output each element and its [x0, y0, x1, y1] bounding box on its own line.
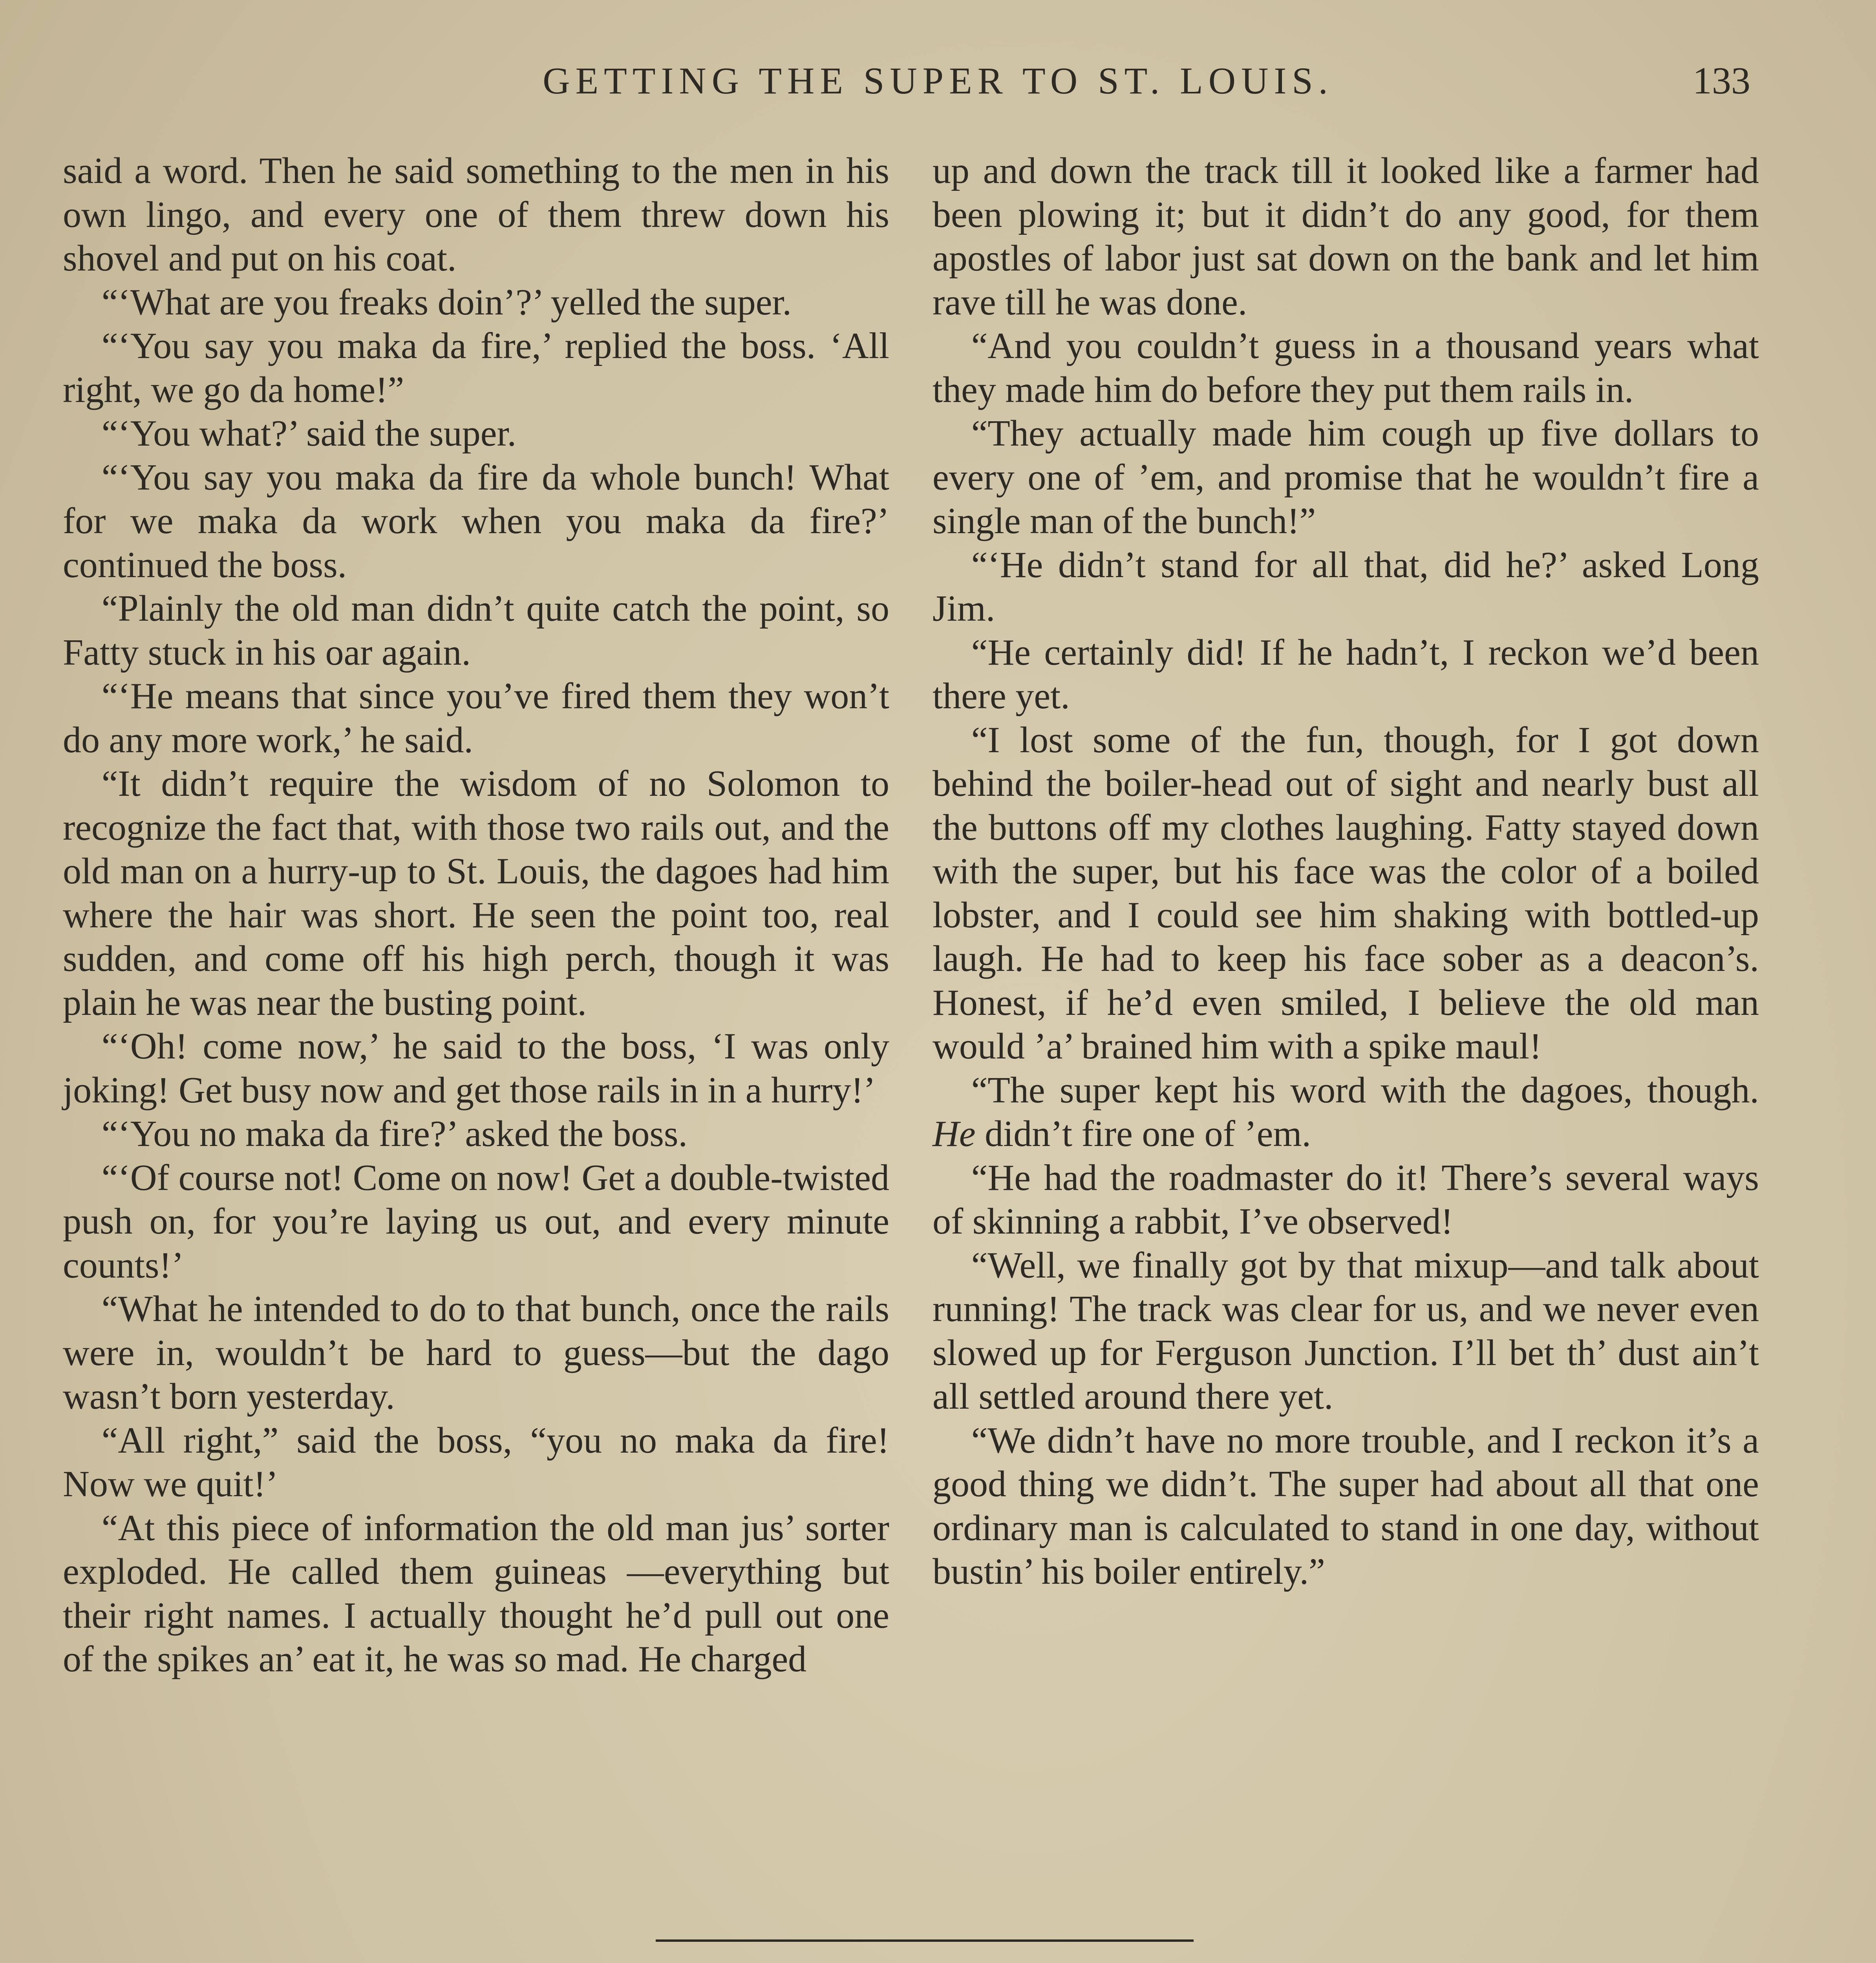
paragraph: “‘Oh! come now,’ he said to the boss, ‘I was only joking! Get busy now and get those rails in in a hurry!’: [63, 1026, 889, 1111]
emphasis-he: He: [933, 1113, 976, 1154]
paragraph: “What he intended to do to that bunch, once the rails were in, wouldn’t be hard to guess—but the dago wasn’t born yesterday.: [63, 1289, 889, 1417]
paragraph: “‘Of course not! Come on now! Get a double-twisted push on, for you’re laying us out, and every minute counts!’: [63, 1157, 889, 1286]
running-head: [0, 51, 1876, 106]
paragraph: “They actually made him cough up five dollars to every one of ’em, and promise that he wouldn’t fire a single man of the bunch!”: [933, 413, 1759, 541]
paragraph: “He certainly did! If he hadn’t, I reckon we’d been there yet.: [933, 632, 1759, 716]
running-title: GETTING THE SUPER TO ST. LOUIS.: [543, 60, 1333, 102]
paragraph: said a word. Then he said something to the men in his own lingo, and every one of them threw down his shovel and put on his coat.: [63, 150, 889, 279]
paragraph: “‘You no maka da fire?’ asked the boss.: [101, 1113, 688, 1154]
paragraph: “‘You say you maka da fire,’ replied the boss. ‘All right, we go da home!”: [63, 325, 889, 410]
paragraph: “He had the roadmaster do it! There’s several ways of skinning a rabbit, I’ve observed!: [933, 1157, 1759, 1242]
paragraph: “‘What are you freaks doin’?’ yelled the super.: [101, 281, 792, 323]
story-column-right: [933, 149, 1759, 1594]
paragraph: “‘You say you maka da fire da whole bunch! What for we maka da work when you maka da fire?’ continued the boss.: [63, 457, 889, 585]
paragraph: [933, 1069, 1759, 1156]
paragraph: “It didn’t require the wisdom of no Solomon to recognize the fact that, with those two rails out, and the old man on a hurry-up to St. Louis, the dagoes had him where the hair was short. He seen the point too, real sudden, and come off his high perch, though it was plain he was near the busting point.: [63, 763, 889, 1023]
paragraph: “We didn’t have no more trouble, and I reckon it’s a good thing we didn’t. The super had about all that one ordinary man is calculated to stand in one day, without bustin’ his boiler entirely.”: [933, 1420, 1759, 1592]
paragraph: “I lost some of the fun, though, for I got down behind the boiler-head out of sight and nearly bust all the buttons off my clothes laughing. Fatty stayed down with the super, but his face was the color of a boiled lobster, and I could see him shaking with bottled-up laugh. He had to keep his face sober as a deacon’s. Honest, if he’d even smiled, I believe the old man would ’a’ brained him with a spike maul!: [933, 719, 1759, 1067]
paragraph: “And you couldn’t guess in a thousand years what they made him do before they put them rails in.: [933, 325, 1759, 410]
paragraph: “‘He means that since you’ve fired them they won’t do any more work,’ he said.: [63, 676, 889, 760]
paragraph: up and down the track till it looked like a farmer had been plowing it; but it didn’t do any good, for them apostles of labor just sat down on the bank and let him rave till he was done.: [933, 150, 1759, 323]
paragraph: “‘You what?’ said the super.: [101, 413, 517, 454]
paragraph: “At this piece of information the old man jus’ sorter exploded. He called them guineas —everything but their right names. I actually thought he’d pull out one of the spikes an’ eat it, he was so mad. He charged: [63, 1507, 889, 1680]
page-number: 133: [1693, 60, 1750, 102]
paragraph: “‘He didn’t stand for all that, did he?’ asked Long Jim.: [933, 544, 1759, 629]
paragraph: “Plainly the old man didn’t quite catch the point, so Fatty stuck in his oar again.: [63, 588, 889, 673]
story-column-left: [63, 149, 889, 1682]
text-run: “The super kept his word with the dagoes, though.: [971, 1069, 1759, 1111]
paragraph: “Well, we finally got by that mixup—and talk about running! The track was clear for us, and we never even slowed up for Ferguson Junction. I’ll bet th’ dust ain’t all settled around there yet.: [933, 1245, 1759, 1417]
text-run: didn’t fire one of ’em.: [985, 1113, 1311, 1154]
paragraph: “All right,” said the boss, “you no maka da fire! Now we quit!’: [63, 1420, 889, 1504]
divider-rule: [656, 1939, 1194, 1942]
